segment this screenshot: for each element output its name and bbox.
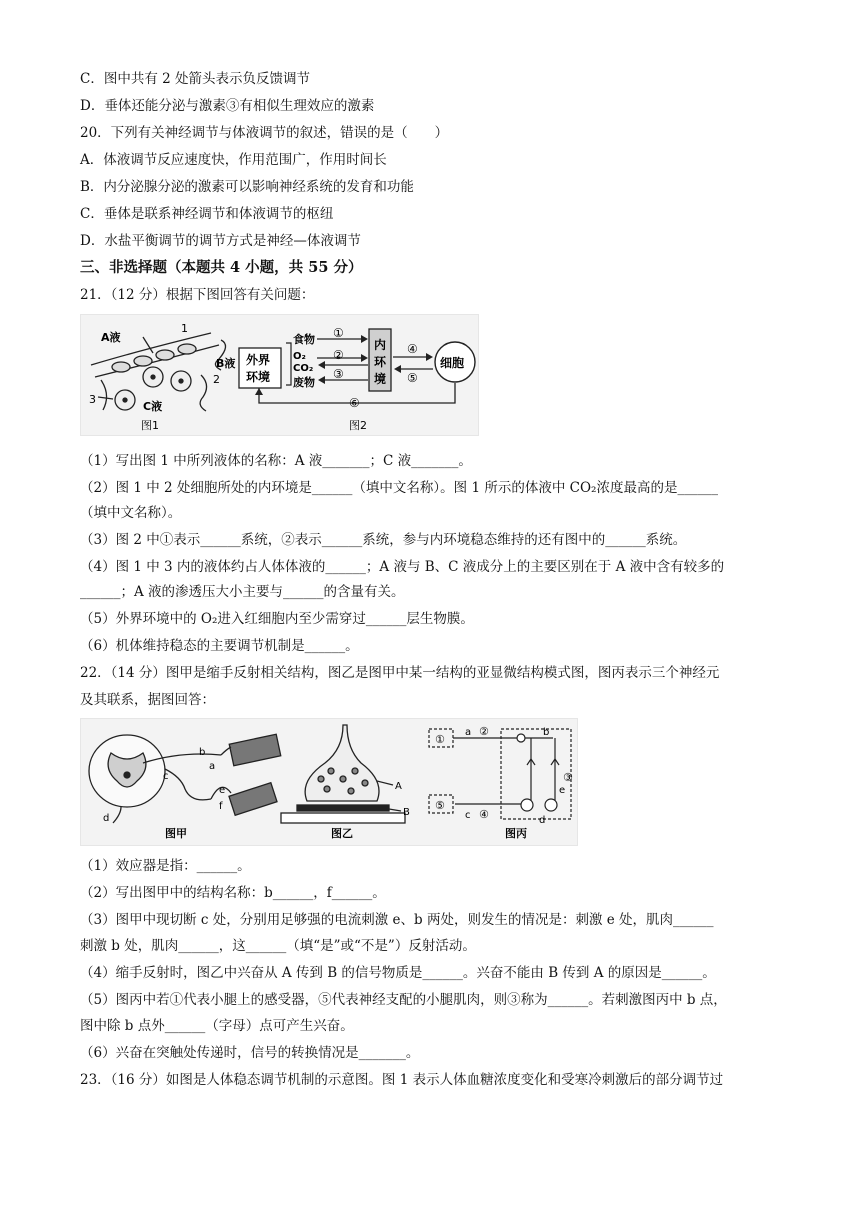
fig2-o2: O₂: [293, 351, 306, 362]
figure-1-2-drawing: [81, 315, 478, 435]
q22-5: （5）图丙中若①代表小腿上的感受器，⑤代表神经支配的小腿肌肉，则③称为______。若刺激图丙中 b 点，: [80, 992, 727, 1008]
fig1-label-3: 3: [89, 393, 96, 406]
fig-bing-circle-3: ③: [563, 771, 573, 784]
fig2-waste: 废物: [293, 376, 315, 389]
fig-yi-a: A: [395, 781, 402, 792]
q20-option-c: C．垂体是联系神经调节和体液调节的枢纽: [80, 206, 334, 222]
fig2-internal-1: 内: [374, 338, 387, 352]
fig2-external-2: 环境: [246, 370, 271, 384]
fig2-caption: 图2: [349, 419, 367, 432]
fig-bing-circle-4: ④: [479, 808, 489, 821]
fig2-circle-2: ②: [333, 348, 344, 362]
fig-bing-a: a: [465, 727, 472, 738]
q22-stem: 22．（14 分）图甲是缩手反射相关结构，图乙是图甲中某一结构的亚显微结构模式图，图丙表示三个神经元: [80, 665, 720, 681]
fig-jia-c: c: [163, 771, 169, 782]
fig2-circle-1: ①: [333, 326, 344, 340]
q23-stem: 23．（16 分）如图是人体稳态调节机制的示意图。图 1 表示人体血糖浓度变化和受寒冷刺激后的部分调节过: [80, 1072, 724, 1088]
section-heading: 三、非选择题（本题共 4 小题，共 55 分）: [80, 259, 363, 276]
figure-jia-yi-bing-drawing: [81, 719, 577, 845]
fig2-internal-3: 境: [374, 372, 387, 386]
q21-6: （6）机体维持稳态的主要调节机制是______。: [80, 638, 359, 654]
fig-jia-f: f: [219, 801, 223, 812]
fig-bing-b: b: [543, 727, 550, 738]
fig-bing-e: e: [559, 785, 566, 796]
figure-1-2: [80, 314, 479, 436]
q22-3: （3）图甲中现切断 c 处，分别用足够强的电流刺激 e、b 两处，则发生的情况是：刺激 e 处，肌肉______: [80, 912, 714, 928]
fig2-circle-5: ⑤: [407, 371, 418, 385]
figure-bing: [429, 729, 571, 819]
q22-4: （4）缩手反射时，图乙中兴奋从 A 传到 B 的信号物质是______。兴奋不能由 B 传到 A 的原因是______。: [80, 965, 716, 981]
fig-bing-c: c: [465, 810, 471, 821]
q21-2-cont: （填中文名称）。: [80, 505, 182, 521]
fig-yi-b: B: [403, 807, 410, 818]
figure-jia-yi-bing: [80, 718, 578, 846]
fig-bing-circle-5: ⑤: [435, 799, 445, 812]
q20-stem: 20．下列有关神经调节与体液调节的叙述，错误的是（ ）: [80, 125, 449, 141]
fig-jia-d: d: [103, 813, 110, 824]
q21-5: （5）外界环境中的 O₂进入红细胞内至少需穿过______层生物膜。: [80, 611, 474, 627]
fig1-label-2: 2: [213, 373, 220, 386]
fig-jia-b: b: [199, 747, 206, 758]
fig2-food: 食物: [293, 333, 315, 346]
fig2-internal-2: 环: [374, 355, 387, 369]
q21-3: （3）图 2 中①表示______系统，②表示______系统，参与内环境稳态维持的还有图中的______系统。: [80, 532, 687, 548]
fig1-label-c: C液: [143, 400, 163, 413]
fig-bing-caption: 图丙: [505, 827, 527, 840]
fig2-circle-4: ④: [407, 342, 418, 356]
fig1-label-a: A液: [101, 331, 121, 344]
figure-yi: [281, 725, 405, 823]
q20-option-b: B．内分泌腺分泌的激素可以影响神经系统的发育和功能: [80, 179, 414, 195]
fig-bing-circle-1: ①: [435, 733, 445, 746]
q21-4: （4）图 1 中 3 内的液体约占人体体液的______；A 液与 B、C 液成分上的主要区别在于 A 液中含有较多的: [80, 559, 725, 575]
fig-jia-a: a: [209, 761, 216, 772]
q21-2: （2）图 1 中 2 处细胞所处的内环境是______（填中文名称）。图 1 所示的体液中 CO₂浓度最高的是______: [80, 480, 718, 496]
q19-option-d: D．垂体还能分泌与激素③有相似生理效应的激素: [80, 98, 375, 114]
q20-option-a: A．体液调节反应速度快，作用范围广，作用时间长: [80, 152, 387, 168]
fig2-circle-6: ⑥: [349, 396, 360, 410]
fig2-external-1: 外界: [246, 353, 271, 367]
figure-jia: [89, 734, 281, 823]
q22-6: （6）兴奋在突触处传递时，信号的转换情况是_______。: [80, 1045, 420, 1061]
q22-stem-cont: 及其联系，据图回答：: [80, 692, 215, 708]
q20-option-d: D．水盐平衡调节的调节方式是神经—体液调节: [80, 233, 361, 249]
fig1-label-b: B液: [216, 357, 236, 370]
fig1-caption: 图1: [141, 419, 159, 432]
fig-jia-e: e: [219, 785, 226, 796]
fig1-label-1: 1: [181, 322, 188, 335]
q21-4-cont: ______；A 液的渗透压大小主要与______的含量有关。: [80, 584, 405, 600]
fig2-cell: 细胞: [440, 356, 465, 370]
fig2-co2: CO₂: [293, 363, 314, 374]
fig-jia-caption: 图甲: [165, 827, 187, 840]
figure-2: [239, 326, 475, 432]
q22-3-cont: 刺激 b 处，肌肉______，这______（填“是”或“不是”）反射活动。: [80, 938, 476, 954]
q22-5-cont: 图中除 b 点外______（字母）点可产生兴奋。: [80, 1018, 354, 1034]
q21-stem: 21．（12 分）根据下图回答有关问题：: [80, 287, 315, 303]
fig-bing-d: d: [539, 815, 546, 826]
fig-yi-caption: 图乙: [331, 827, 353, 840]
fig-bing-circle-2: ②: [479, 725, 489, 738]
q22-1: （1）效应器是指：______。: [80, 858, 251, 874]
q21-1: （1）写出图 1 中所列液体的名称：A 液_______；C 液_______。: [80, 453, 472, 469]
fig2-circle-3: ③: [333, 367, 344, 381]
q22-2: （2）写出图甲中的结构名称：b______，f______。: [80, 885, 386, 901]
q19-option-c: C．图中共有 2 处箭头表示负反馈调节: [80, 71, 311, 87]
